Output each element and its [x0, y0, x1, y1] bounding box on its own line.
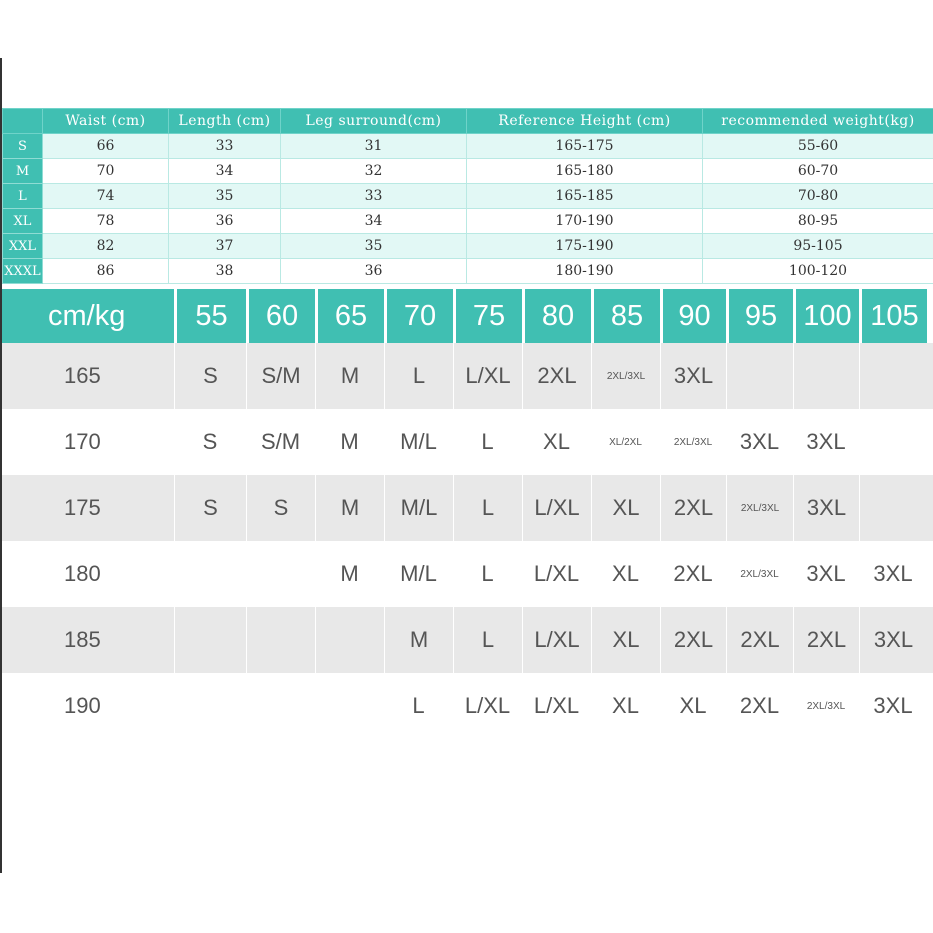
grid-size-cell: L [453, 475, 522, 541]
grid-size-cell [246, 607, 315, 673]
size-table-row [3, 159, 933, 184]
grid-size-cell [859, 409, 927, 475]
grid-size-cell: 2XL [660, 607, 726, 673]
grid-size-cell: 3XL [873, 561, 913, 586]
grid-size-cell: L [481, 561, 494, 586]
size-table-cell-weight: 55-60 [703, 134, 933, 159]
size-table-body [3, 134, 933, 284]
size-table-row [3, 234, 933, 259]
size-table-header-cell: recommended weight(kg) [703, 109, 933, 134]
size-table-cell-leg: 35 [281, 234, 467, 259]
size-table-cell-size: M [3, 159, 43, 184]
size-table-cell-height: 165-180 [467, 159, 703, 184]
grid-size-cell: XL [543, 429, 570, 454]
grid-size-cell: XL [612, 561, 639, 586]
size-table-cell-waist: 66 [43, 134, 169, 159]
size-table-cell-size: L [3, 184, 43, 209]
grid-size-cell: L/XL [533, 693, 580, 718]
grid-row [2, 607, 933, 673]
size-table-header [3, 109, 933, 134]
grid-size-cell: 2XL [522, 343, 591, 409]
size-table-cell-height: 165-185 [467, 184, 703, 209]
grid-corner-label: cm/kg [2, 289, 174, 343]
size-table-cell-height: 175-190 [467, 234, 703, 259]
grid-size-cell [726, 343, 793, 409]
size-table-row [3, 209, 933, 234]
grid-header-row [2, 289, 933, 343]
grid-weight-header: 80 [522, 289, 591, 343]
size-table-cell-height: 180-190 [467, 259, 703, 284]
size-table-cell-waist: 78 [43, 209, 169, 234]
height-weight-size-grid [2, 289, 933, 739]
grid-size-cell [859, 343, 927, 409]
size-table-cell-weight: 70-80 [703, 184, 933, 209]
size-table-cell-leg: 31 [281, 134, 467, 159]
size-table-cell-size: XXXL [3, 259, 43, 284]
grid-size-cell: 3XL [793, 475, 859, 541]
grid-size-cell: L/XL [533, 561, 580, 586]
grid-size-cell: 3XL [806, 429, 846, 454]
size-table-cell-size: S [3, 134, 43, 159]
grid-size-cell [859, 475, 927, 541]
grid-size-cell: XL [612, 693, 639, 718]
size-table-cell-waist: 74 [43, 184, 169, 209]
grid-weight-header: 95 [726, 289, 793, 343]
grid-size-cell: 2XL/3XL [740, 568, 779, 580]
grid-size-cell: 2XL [726, 607, 793, 673]
size-table-cell-length: 37 [169, 234, 281, 259]
grid-size-cell: S/M [246, 343, 315, 409]
grid-weight-header: 105 [859, 289, 927, 343]
grid-size-cell [174, 541, 246, 607]
size-table-cell-length: 36 [169, 209, 281, 234]
grid-size-cell: S [174, 475, 246, 541]
grid-height-label: 170 [64, 429, 101, 454]
grid-weight-header: 85 [591, 289, 660, 343]
grid-size-cell: 3XL [859, 607, 927, 673]
size-table-cell-size: XL [3, 209, 43, 234]
size-table-cell-waist: 70 [43, 159, 169, 184]
grid-size-cell: 3XL [873, 693, 913, 718]
grid-size-cell: 3XL [806, 561, 846, 586]
grid-size-cell: 2XL/3XL [726, 475, 793, 541]
size-table-header-cell: Reference Height (cm) [467, 109, 703, 134]
grid-size-cell: M/L [400, 429, 437, 454]
grid-size-cell [246, 541, 315, 607]
grid-row [2, 409, 933, 475]
grid-weight-header: 65 [315, 289, 384, 343]
grid-size-cell: L/XL [522, 475, 591, 541]
grid-size-cell: S/M [260, 429, 301, 454]
grid-size-cell: L/XL [464, 693, 511, 718]
grid-weight-header: 55 [174, 289, 246, 343]
grid-height-label: 165 [64, 363, 101, 388]
grid-size-cell: 2XL [793, 607, 859, 673]
size-table-cell-weight: 95-105 [703, 234, 933, 259]
grid-height-label: 190 [64, 693, 101, 718]
grid-size-cell: L/XL [522, 607, 591, 673]
size-table-header-cell [3, 109, 43, 134]
grid-size-cell [793, 343, 859, 409]
grid-size-cell: L [412, 693, 425, 718]
size-table-cell-leg: 34 [281, 209, 467, 234]
grid-size-cell: M/L [400, 561, 437, 586]
size-measurement-table [2, 108, 933, 284]
size-table-header-cell: Waist (cm) [43, 109, 169, 134]
grid-row [2, 475, 933, 541]
size-table-cell-weight: 100-120 [703, 259, 933, 284]
grid-size-cell: 2XL [739, 693, 780, 718]
grid-size-cell: S [202, 429, 218, 454]
grid-size-cell: 2XL/3XL [673, 436, 713, 448]
grid-row [2, 673, 933, 739]
size-table-header-cell: Leg surround(cm) [281, 109, 467, 134]
grid-size-cell: M/L [384, 475, 453, 541]
grid-size-cell: L [453, 607, 522, 673]
size-table-row [3, 184, 933, 209]
grid-size-cell: 2XL/3XL [806, 700, 846, 712]
size-table-header-cell: Length (cm) [169, 109, 281, 134]
grid-size-cell: XL/2XL [609, 436, 642, 448]
size-table-row [3, 134, 933, 159]
grid-height-label: 185 [64, 627, 101, 652]
size-table-cell-length: 35 [169, 184, 281, 209]
grid-size-cell [315, 673, 384, 739]
grid-size-cell: XL [591, 475, 660, 541]
grid-weight-header: 60 [246, 289, 315, 343]
grid-size-cell [174, 607, 246, 673]
grid-size-cell: M [315, 475, 384, 541]
grid-height-label: 180 [64, 561, 101, 586]
grid-size-cell: S [174, 343, 246, 409]
size-table-cell-leg: 33 [281, 184, 467, 209]
size-table-cell-waist: 82 [43, 234, 169, 259]
grid-size-cell: M [384, 607, 453, 673]
grid-size-cell: 2XL/3XL [591, 343, 660, 409]
grid-row [2, 541, 933, 607]
grid-size-cell: XL [679, 693, 707, 718]
grid-size-cell [315, 607, 384, 673]
grid-size-cell: L [384, 343, 453, 409]
size-table-row [3, 259, 933, 284]
size-table-cell-weight: 60-70 [703, 159, 933, 184]
grid-size-cell [174, 673, 246, 739]
size-table-cell-leg: 32 [281, 159, 467, 184]
grid-size-cell: M [340, 429, 359, 454]
grid-size-cell: 3XL [739, 429, 780, 454]
grid-weight-header: 70 [384, 289, 453, 343]
grid-body [2, 343, 933, 739]
grid-height-label: 175 [64, 495, 101, 520]
grid-size-cell: M [340, 561, 359, 586]
grid-size-cell: XL [591, 607, 660, 673]
grid-size-cell: S [246, 475, 315, 541]
grid-weight-header: 100 [793, 289, 859, 343]
size-table-cell-height: 170-190 [467, 209, 703, 234]
grid-size-cell [246, 673, 315, 739]
grid-row [2, 343, 933, 409]
size-table-cell-weight: 80-95 [703, 209, 933, 234]
grid-size-cell: 3XL [660, 343, 726, 409]
grid-size-cell: L [481, 429, 494, 454]
grid-weight-header: 75 [453, 289, 522, 343]
size-table-cell-length: 34 [169, 159, 281, 184]
size-table-cell-height: 165-175 [467, 134, 703, 159]
size-table-cell-leg: 36 [281, 259, 467, 284]
grid-size-cell: 2XL [673, 561, 713, 586]
size-table-cell-length: 38 [169, 259, 281, 284]
size-table-cell-waist: 86 [43, 259, 169, 284]
size-table-cell-length: 33 [169, 134, 281, 159]
size-table-cell-size: XXL [3, 234, 43, 259]
grid-size-cell: 2XL [660, 475, 726, 541]
grid-weight-header: 90 [660, 289, 726, 343]
grid-size-cell: M [315, 343, 384, 409]
grid-size-cell: L/XL [453, 343, 522, 409]
